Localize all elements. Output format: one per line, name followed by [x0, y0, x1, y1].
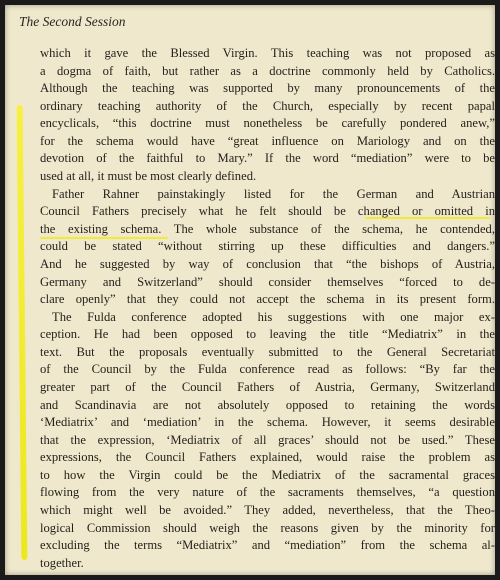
text-line: ception. He had been opposed to leaving the title “Mediatrix” in the	[40, 327, 495, 342]
text-line: devotion of the faithful to Mary.” If the word “mediation” were to be	[40, 151, 495, 166]
text-line: Germany and Switzerland” should consider themselves “forced to de-	[40, 274, 495, 289]
text-line: could be stated “without stirring up these difficulties and dangers.”	[40, 239, 495, 254]
text-line: together.	[40, 555, 84, 570]
text-line: ordinary teaching authority of the Church, especially by recent papal	[40, 98, 495, 113]
text-line: The Fulda conference adopted his suggestions with one major ex-	[52, 309, 495, 324]
text-line: greater part of the Council Fathers of Austria, Germany, Switzerland	[40, 379, 495, 394]
text-line: which might well be avoided.” They added, nevertheless, that the Theo-	[40, 503, 495, 518]
text-line: and Scandinavia are not absolutely opposed to retaining the words	[40, 397, 495, 412]
body-text	[40, 45, 495, 572]
text-line: Council Fathers precisely what he felt should be changed or omitted in	[40, 204, 495, 219]
text-line: for the schema would have “great influence on Mariology and on the	[40, 133, 495, 148]
book-page	[5, 5, 495, 575]
text-line: encyclicals, “this doctrine must nonetheless be carefully pondered anew,”	[40, 116, 495, 131]
text-line: expressions, the Council Fathers explained, would raise the problem as	[40, 450, 495, 465]
text-line: the existing schema. The whole substance of the schema, he contended,	[40, 221, 495, 236]
text-line: Although the teaching was supported by many pronouncements of the	[40, 81, 495, 96]
text-line: to how the Virgin could be the Mediatrix of the sacramental graces	[40, 467, 495, 482]
text-line: text. But the proposals eventually submitted to the General Secretariat	[40, 344, 495, 359]
running-head: The Second Session	[19, 14, 126, 29]
text-line: clare openly” that they could not accept the schema in its present form.	[40, 292, 495, 307]
text-line: used at all, it must be most clearly defined.	[40, 169, 257, 184]
highlighter-margin-mark	[17, 105, 28, 560]
text-line: that the expression, ‘Mediatrix of all graces’ should not be used.” These	[40, 432, 495, 447]
text-line: a dogma of faith, but rather as a doctrine commonly held by Catholics.	[40, 63, 495, 78]
text-line: ‘Mediatrix’ and ‘mediation’ in the schema. However, it seems desirable	[40, 415, 495, 430]
text-line: And he suggested by way of conclusion that “the bishops of Austria,	[40, 256, 495, 271]
text-line: of the Council by the Fulda conference read as follows: “By far the	[40, 362, 495, 377]
text-line: Father Rahner painstakingly listed for the German and Austrian	[52, 186, 495, 201]
text-line: flowing from the very nature of the sacraments themselves, “a question	[40, 485, 495, 500]
text-line: excluding the terms “Mediatrix” and “mediation” from the schema al-	[40, 538, 495, 553]
text-line: logical Commission should weigh the reasons given by the minority for	[40, 520, 495, 535]
text-line: which it gave the Blessed Virgin. This teaching was not proposed as	[40, 46, 495, 60]
